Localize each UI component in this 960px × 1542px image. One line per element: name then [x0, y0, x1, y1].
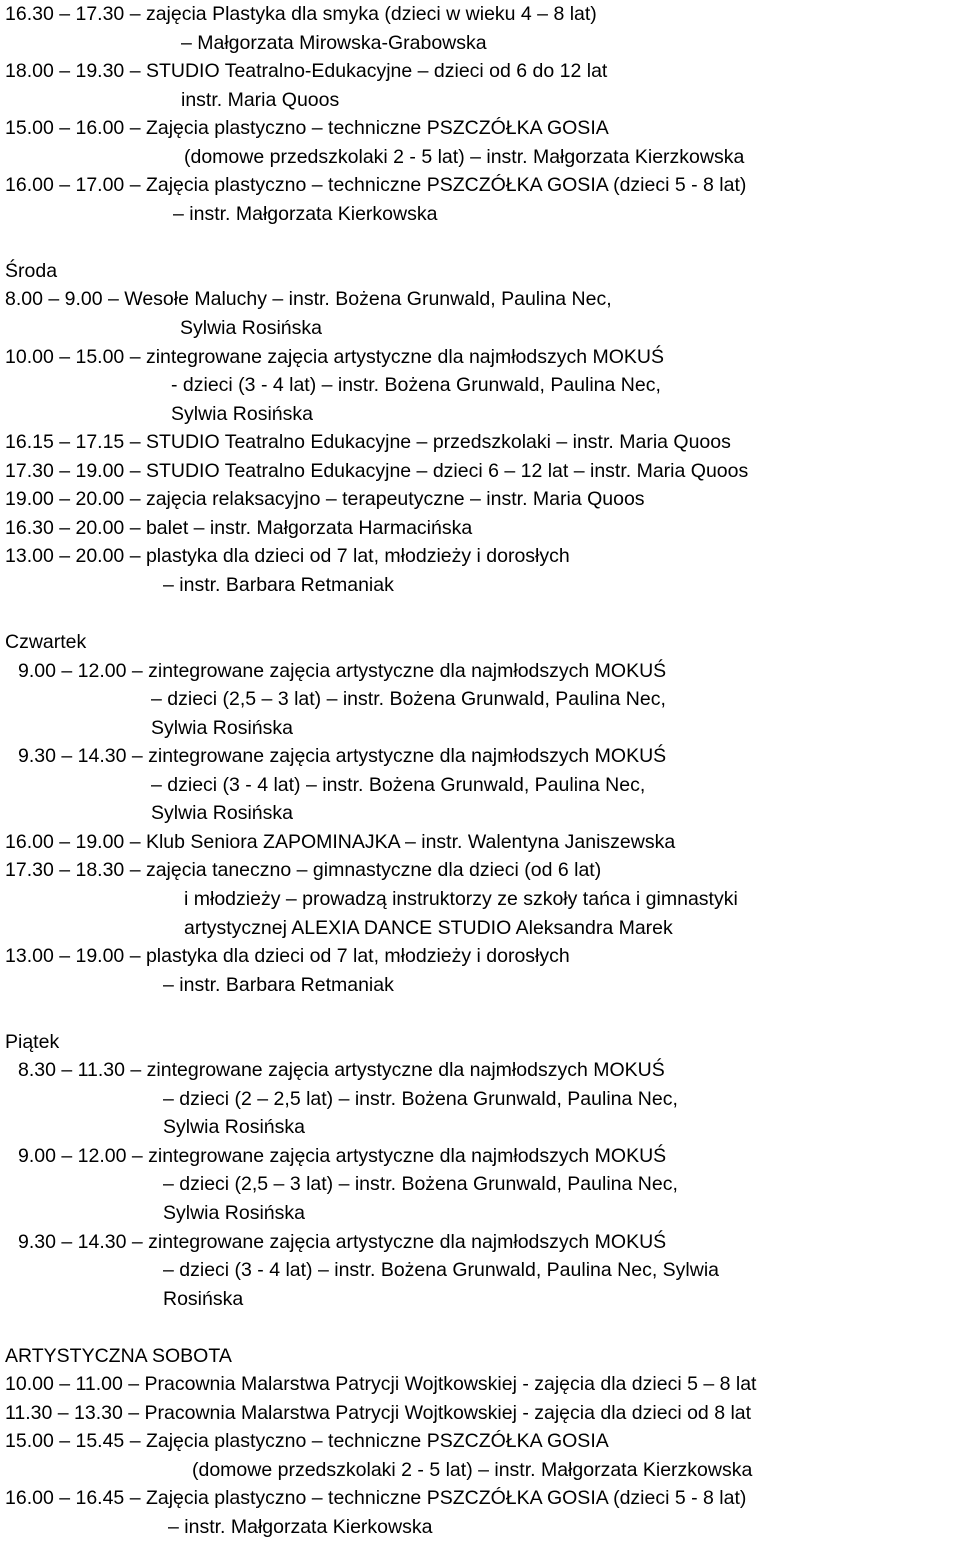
schedule-line: 9.30 – 14.30 – zintegrowane zajęcia artystyczne dla najmłodszych MOKUŚ: [18, 1230, 667, 1253]
spacer: [5, 1313, 960, 1342]
schedule-line: – dzieci (2,5 – 3 lat) – instr. Bożena Grunwald, Paulina Nec,: [151, 688, 666, 711]
schedule-line: – dzieci (3 - 4 lat) – instr. Bożena Grunwald, Paulina Nec,: [151, 773, 646, 796]
schedule-line: 18.00 – 19.30 – STUDIO Teatralno-Edukacyjne – dzieci od 6 do 12 lat: [5, 60, 608, 83]
schedule-line: - dzieci (3 - 4 lat) – instr. Bożena Grunwald, Paulina Nec,: [171, 374, 661, 397]
schedule-line: 16.30 – 20.00 – balet – instr. Małgorzata Harmacińska: [5, 516, 473, 539]
schedule-line: – dzieci (3 - 4 lat) – instr. Bożena Grunwald, Paulina Nec, Sylwia: [163, 1259, 720, 1282]
schedule-line: – instr. Małgorzata Kierkowska: [168, 1515, 433, 1538]
schedule-line: 16.00 – 16.45 – Zajęcia plastyczno – techniczne PSZCZÓŁKA GOSIA (dzieci 5 - 8 lat): [5, 1487, 747, 1510]
spacer: [5, 228, 960, 257]
schedule-line: 8.30 – 11.30 – zintegrowane zajęcia artystyczne dla najmłodszych MOKUŚ: [18, 1059, 665, 1082]
schedule-line: 16.00 – 17.00 – Zajęcia plastyczno – techniczne PSZCZÓŁKA GOSIA (dzieci 5 - 8 lat): [5, 174, 747, 197]
schedule-line: – dzieci (2,5 – 3 lat) – instr. Bożena Grunwald, Paulina Nec,: [163, 1173, 678, 1196]
spacer: [5, 599, 960, 628]
schedule-line: – Małgorzata Mirowska-Grabowska: [181, 31, 487, 54]
schedule-line: (domowe przedszkolaki 2 - 5 lat) – instr. Małgorzata Kierzkowska: [184, 145, 745, 168]
schedule-line: – instr. Barbara Retmaniak: [163, 573, 394, 596]
schedule-line: 9.00 – 12.00 – zintegrowane zajęcia artystyczne dla najmłodszych MOKUŚ: [18, 659, 667, 682]
schedule-line: 9.00 – 12.00 – zintegrowane zajęcia artystyczne dla najmłodszych MOKUŚ: [18, 1144, 667, 1167]
schedule-line: Sylwia Rosińska: [163, 1201, 305, 1224]
schedule-line: 13.00 – 19.00 – plastyka dla dzieci od 7 lat, młodzieży i dorosłych: [5, 945, 570, 968]
schedule-line: – instr. Barbara Retmaniak: [163, 973, 394, 996]
day-heading: Środa: [5, 259, 58, 282]
schedule-line: 16.15 – 17.15 – STUDIO Teatralno Edukacyjne – przedszkolaki – instr. Maria Quoos: [5, 431, 731, 454]
day-heading: Piątek: [5, 1030, 60, 1053]
day-heading: Czwartek: [5, 631, 87, 654]
schedule-line: (domowe przedszkolaki 2 - 5 lat) – instr. Małgorzata Kierzkowska: [192, 1458, 753, 1481]
day-section-wednesday: [5, 257, 960, 600]
schedule-line: Sylwia Rosińska: [151, 802, 293, 825]
schedule-line: 17.30 – 19.00 – STUDIO Teatralno Edukacyjne – dzieci 6 – 12 lat – instr. Maria Quoos: [5, 459, 749, 482]
day-heading: ARTYSTYCZNA SOBOTA: [5, 1344, 232, 1367]
schedule-line: 17.30 – 18.30 – zajęcia taneczno – gimnastyczne dla dzieci (od 6 lat): [5, 859, 602, 882]
schedule-line: 16.00 – 19.00 – Klub Seniora ZAPOMINAJKA – instr. Walentyna Janiszewska: [5, 830, 676, 853]
schedule-line: artystycznej ALEXIA DANCE STUDIO Aleksandra Marek: [184, 916, 673, 939]
schedule-line: – dzieci (2 – 2,5 lat) – instr. Bożena Grunwald, Paulina Nec,: [163, 1087, 678, 1110]
day-section-friday: [5, 1028, 960, 1313]
day-section-saturday: [5, 1342, 960, 1542]
schedule-line: Sylwia Rosińska: [151, 716, 293, 739]
spacer: [5, 999, 960, 1028]
schedule-line: 15.00 – 16.00 – Zajęcia plastyczno – techniczne PSZCZÓŁKA GOSIA: [5, 117, 609, 140]
schedule-line: – instr. Małgorzata Kierkowska: [173, 202, 438, 225]
schedule-line: i młodzieży – prowadzą instruktorzy ze szkoły tańca i gimnastyki: [184, 887, 738, 910]
schedule-line: 9.30 – 14.30 – zintegrowane zajęcia artystyczne dla najmłodszych MOKUŚ: [18, 745, 667, 768]
schedule-line: 8.00 – 9.00 – Wesołe Maluchy – instr. Bożena Grunwald, Paulina Nec,: [5, 288, 612, 311]
day-section-thursday: [5, 628, 960, 999]
schedule-line: 15.00 – 15.45 – Zajęcia plastyczno – techniczne PSZCZÓŁKA GOSIA: [5, 1430, 609, 1453]
schedule-line: 10.00 – 11.00 – Pracownia Malarstwa Patrycji Wojtkowskiej - zajęcia dla dzieci 5 – 8 lat: [5, 1373, 757, 1396]
schedule-line: Sylwia Rosińska: [171, 402, 313, 425]
schedule-line: instr. Maria Quoos: [181, 88, 340, 111]
schedule-line: 11.30 – 13.30 – Pracownia Malarstwa Patrycji Wojtkowskiej - zajęcia dla dzieci od 8 lat: [5, 1401, 752, 1424]
schedule-line: 16.30 – 17.30 – zajęcia Plastyka dla smyka (dzieci w wieku 4 – 8 lat): [5, 3, 597, 25]
schedule-line: Rosińska: [163, 1287, 244, 1310]
schedule-line: 13.00 – 20.00 – plastyka dla dzieci od 7 lat, młodzieży i dorosłych: [5, 545, 570, 568]
schedule-line: 10.00 – 15.00 – zintegrowane zajęcia artystyczne dla najmłodszych MOKUŚ: [5, 345, 665, 368]
schedule-document: [5, 0, 960, 1542]
schedule-line: 19.00 – 20.00 – zajęcia relaksacyjno – terapeutyczne – instr. Maria Quoos: [5, 488, 645, 511]
schedule-line: Sylwia Rosińska: [180, 317, 322, 340]
schedule-block-continued: [5, 0, 960, 228]
schedule-line: Sylwia Rosińska: [163, 1116, 305, 1139]
